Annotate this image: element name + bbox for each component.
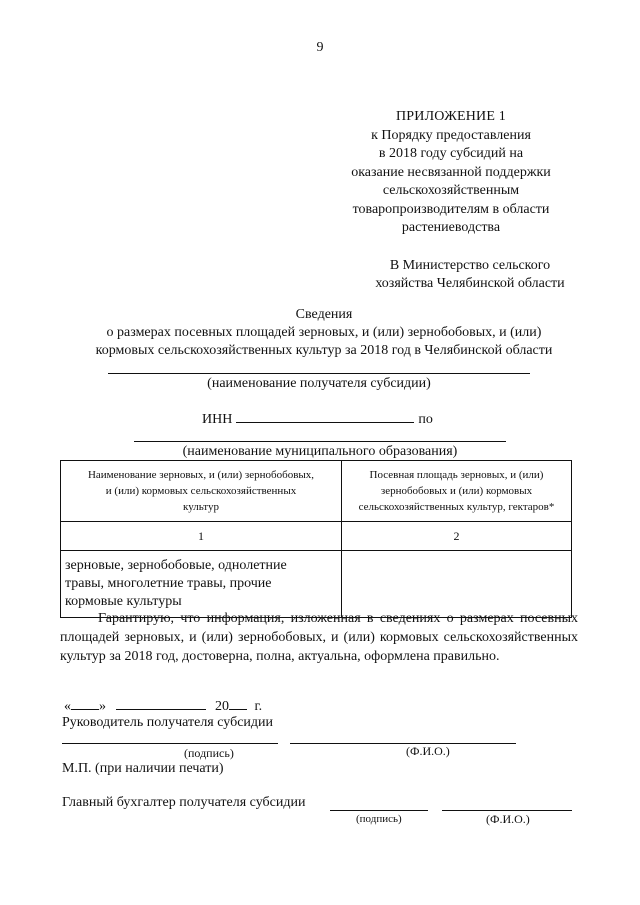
recipient-name-line[interactable]: [108, 373, 530, 374]
recipient-caption: (наименование получателя субсидии): [207, 376, 431, 391]
crop-name-cell: [61, 551, 342, 618]
appendix-line: растениеводства: [401, 220, 501, 235]
inn-row: [202, 410, 462, 428]
column-number: 1: [61, 522, 342, 551]
name-caption: (Ф.И.О.): [406, 744, 450, 758]
year-prefix: 20: [215, 699, 229, 714]
table-number-row: [61, 522, 572, 551]
year-field[interactable]: [229, 697, 247, 710]
stamp-note: М.П. (при наличии печати): [62, 761, 224, 776]
area-value-cell[interactable]: [342, 551, 572, 618]
municipality-caption: (наименование муниципального образования): [182, 444, 458, 459]
header-line: Посевная площадь зерновых, и (или): [369, 469, 544, 481]
head-signature-line[interactable]: [62, 743, 278, 744]
accountant-signature-caption: (подпись): [356, 813, 402, 825]
appendix-line: оказание несвязанной поддержки: [351, 164, 551, 180]
municipality-line[interactable]: [134, 441, 506, 442]
crop-name-line: зерновые, зернобобовые, однолетние: [65, 558, 287, 573]
accountant-label: Главный бухгалтер получателя субсидии: [62, 795, 306, 810]
appendix-line: в 2018 году субсидий на: [378, 146, 524, 161]
day-field[interactable]: [71, 697, 99, 710]
column-header-crop: [61, 461, 342, 522]
title-line: кормовых сельскохозяйственных культур за 2018 год в Челябинской области: [95, 343, 553, 358]
month-field[interactable]: [116, 697, 206, 710]
accountant-signature-line[interactable]: [330, 810, 428, 811]
table-header-row: [61, 461, 572, 522]
title-line: о размерах посевных площадей зерновых, и (или) зернобобовых, и (или): [106, 325, 542, 340]
document-title: [60, 306, 588, 360]
addressee-line: хозяйства Челябинской области: [375, 276, 565, 291]
header-line: культур: [183, 501, 219, 513]
header-line: зернобобовых и (или) кормовых: [380, 485, 533, 497]
title-heading: Сведения: [295, 307, 353, 322]
appendix-line: к Порядку предоставления: [371, 127, 531, 143]
page-number: 9: [316, 40, 324, 55]
crop-area-table: [60, 460, 572, 618]
guarantee-text: Гарантирую, что информация, изложенная в сведениях о размерах посевных площадей зерновых, и (или) зернобобовых, и (или) кормовых сельскохозяйственных культур за 2018 год, достоверна, полна, актуальна, оформлена правильно.: [60, 611, 578, 664]
addressee-line: В Министерство сельского: [389, 258, 551, 273]
inn-suffix: по: [418, 412, 433, 427]
crop-name-line: кормовые культуры: [65, 594, 182, 609]
inn-field[interactable]: [236, 410, 414, 423]
appendix-line: сельскохозяйственным: [382, 183, 520, 198]
table-row: [61, 551, 572, 618]
head-label: Руководитель получателя субсидии: [62, 715, 274, 730]
date-line: [64, 697, 262, 715]
column-number: 2: [342, 522, 572, 551]
appendix-line: товаропроизводителям в области: [352, 201, 550, 217]
guarantee-paragraph: [60, 609, 578, 666]
header-line: сельскохозяйственных культур, гектаров*: [358, 501, 555, 513]
appendix-heading: ПРИЛОЖЕНИЕ 1: [395, 109, 507, 124]
inn-label: ИНН: [202, 412, 233, 427]
head-name-line[interactable]: [290, 743, 516, 744]
accountant-name-caption: (Ф.И.О.): [486, 812, 530, 826]
date-open-quote: «: [64, 699, 71, 714]
header-line: и (или) кормовых сельскохозяйственных: [105, 485, 297, 497]
signature-caption: (подпись): [184, 746, 234, 760]
accountant-name-line[interactable]: [442, 810, 572, 811]
crop-name-line: травы, многолетние травы, прочие: [65, 576, 272, 591]
header-line: Наименование зерновых, и (или) зернобобовых,: [87, 469, 315, 481]
appendix-block: [328, 108, 574, 238]
addressee-block: [356, 257, 584, 293]
column-header-area: [342, 461, 572, 522]
year-suffix: г.: [254, 699, 263, 714]
date-close-quote: »: [99, 699, 106, 714]
